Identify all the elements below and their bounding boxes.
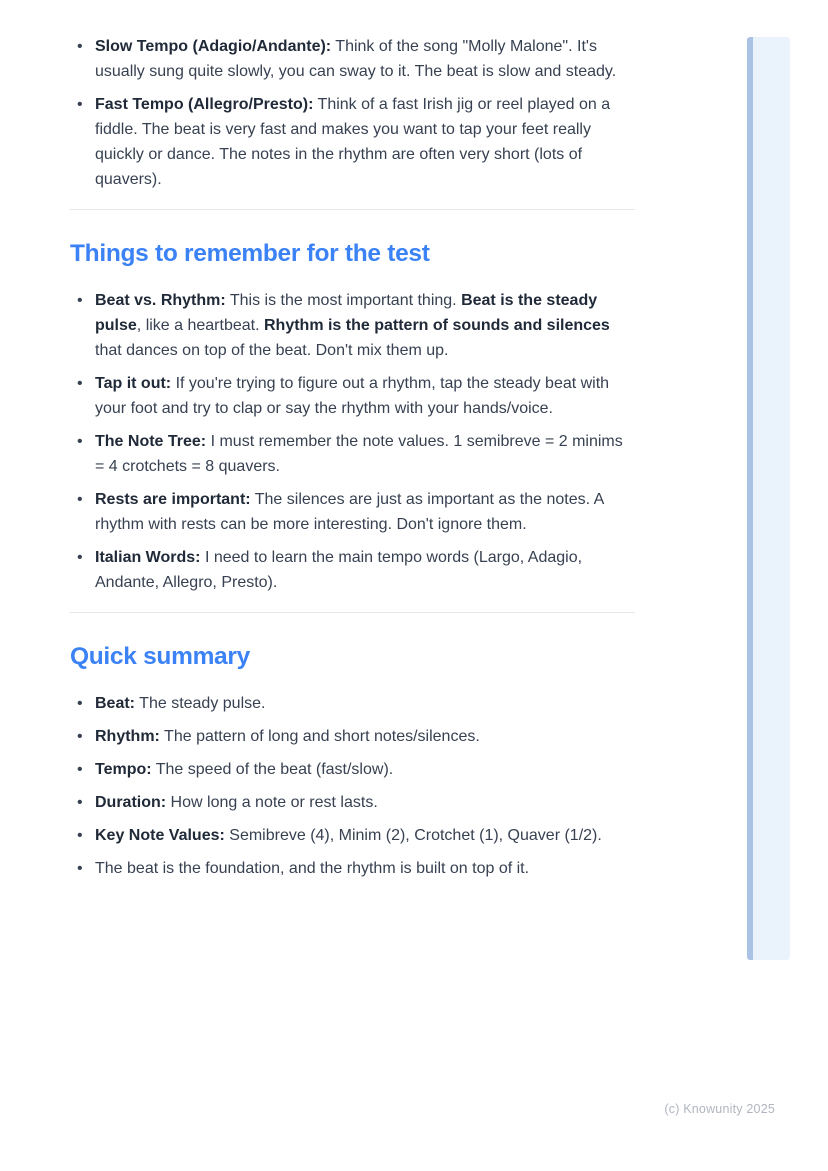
list-item-text: that dances on top of the beat. Don't mix them up. [95,342,449,359]
list-item-bold-lead: Key Note Values: [95,827,225,844]
list-item-text: The pattern of long and short notes/silences. [159,728,480,745]
list-item-bold-lead: Fast Tempo (Allegro/Presto): [95,96,314,113]
list-item-text: Think of a fast Irish jig or reel played on a fiddle. The beat is very fast and makes you want to tap your feet really quickly or dance. The notes in the rhythm are often very short (lots of quavers). [95,96,611,188]
quick-summary-list [70,691,635,881]
adjacent-page-edge [747,37,790,960]
tempo-examples-list [70,34,635,192]
list-item [70,371,635,421]
list-item-bold-lead: Duration: [95,794,167,811]
list-item-text: The silences are just as important as the notes. A rhythm with rests can be more interesting. Don't ignore them. [95,491,604,533]
list-item-text: The beat is the foundation, and the rhythm is built on top of it. [95,860,530,877]
things-to-remember-list [70,288,635,595]
list-item [70,429,635,479]
list-item-text: Think of the song "Molly Malone". It's usually sung quite slowly, you can sway to it. The beat is slow and steady. [95,38,617,80]
list-item-text: If you're trying to figure out a rhythm, tap the steady beat with your foot and try to clap or say the rhythm with your hands/voice. [95,375,610,417]
section-heading-things-to-remember: Things to remember for the test [70,240,430,267]
footer-credit: (c) Knowunity 2025 [664,1102,775,1116]
list-item [70,724,635,749]
document-content [70,34,635,889]
list-item-text: I need to learn the main tempo words (Largo, Adagio, Andante, Allegro, Presto). [95,549,583,591]
list-item-text: , like a heartbeat. [136,317,264,334]
list-item [70,856,635,881]
list-item [70,487,635,537]
list-item-bold-lead: Beat is the steady pulse [95,292,598,334]
list-item [70,34,635,84]
section-heading-quick-summary: Quick summary [70,643,250,670]
list-item-text: The steady pulse. [135,695,266,712]
list-item [70,288,635,363]
list-item [70,790,635,815]
section-divider [70,209,635,210]
list-item-text: This is the most important thing. [225,292,462,309]
list-item-text: I must remember the note values. 1 semibreve = 2 minims = 4 crotchets = 8 quavers. [95,433,623,475]
list-item-text: Semibreve (4), Minim (2), Crotchet (1), Quaver (1/2). [224,827,602,844]
list-item-bold-lead: Rests are important: [95,491,251,508]
list-item [70,92,635,192]
list-item-bold-lead: Tap it out: [95,375,172,392]
list-item-text: The speed of the beat (fast/slow). [151,761,394,778]
list-item-bold-lead: Tempo: [95,761,152,778]
list-item-bold-lead: Beat vs. Rhythm: [95,292,226,309]
list-item-bold-lead: The Note Tree: [95,433,207,450]
section-divider [70,612,635,613]
list-item-bold-lead: Beat: [95,695,136,712]
list-item-bold-lead: Rhythm: [95,728,160,745]
list-item-bold-lead: Slow Tempo (Adagio/Andante): [95,38,332,55]
list-item [70,823,635,848]
list-item-bold-lead: Italian Words: [95,549,201,566]
list-item [70,757,635,782]
list-item-text: How long a note or rest lasts. [166,794,378,811]
list-item-bold-lead: Rhythm is the pattern of sounds and silences [263,317,610,334]
list-item [70,545,635,595]
list-item [70,691,635,716]
